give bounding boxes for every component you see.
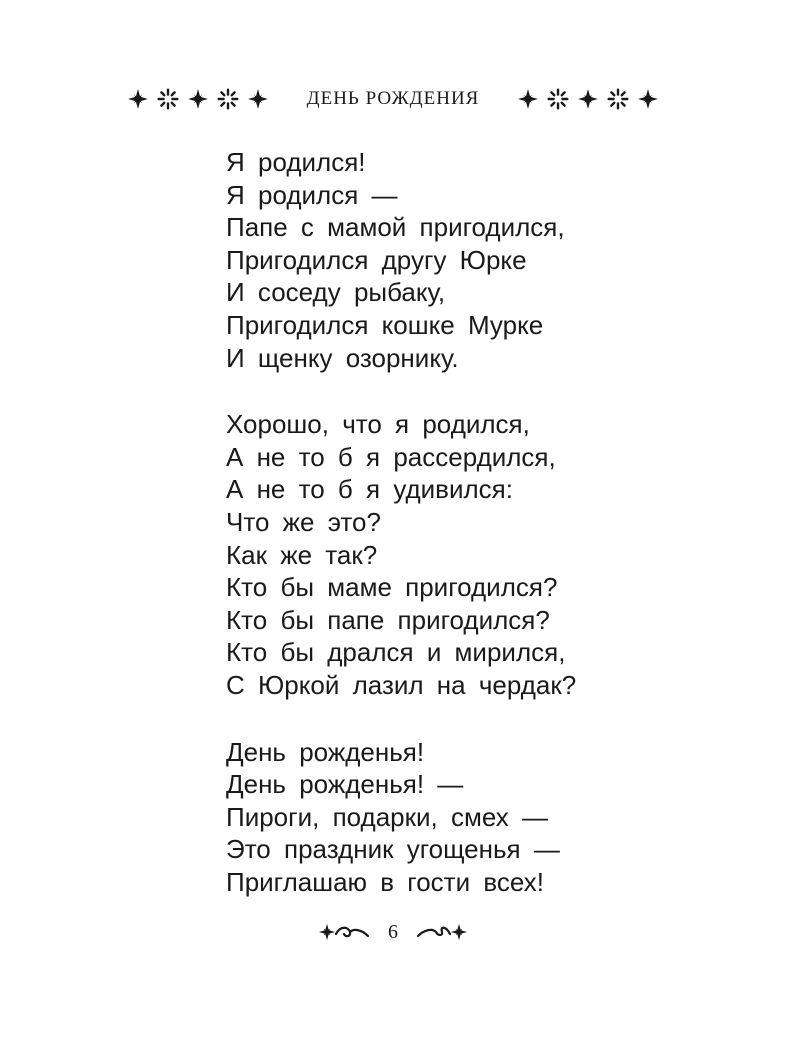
star-solid-icon — [127, 88, 149, 110]
poem-line: Пригодился другу Юрке — [226, 244, 527, 275]
header-ornament-left — [127, 88, 269, 110]
page-number: 6 — [388, 920, 398, 943]
star-solid-icon — [577, 88, 599, 110]
poem-line: Я родился — — [226, 179, 398, 210]
poem-line: Кто бы папе пригодился? — [226, 604, 550, 635]
page-header — [0, 82, 786, 116]
stanza-3 — [226, 736, 726, 899]
star-solid-icon — [247, 88, 269, 110]
stanza-1 — [226, 146, 726, 374]
poem-line: С Юркой лазил на чердак? — [226, 669, 577, 700]
star-solid-icon — [637, 88, 659, 110]
star-dotted-icon — [607, 88, 629, 110]
header-title: ДЕНЬ РОЖДЕНИЯ — [306, 88, 480, 109]
star-dotted-icon — [217, 88, 239, 110]
poem-line: Что же это? — [226, 506, 381, 537]
star-solid-icon — [187, 88, 209, 110]
star-dotted-icon — [157, 88, 179, 110]
poem-line: Кто бы дрался и мирился, — [226, 637, 566, 668]
poem-line: Кто бы маме пригодился? — [226, 572, 558, 603]
poem-line: Пригодился кошке Мурке — [226, 309, 544, 340]
poem-line: А не то б я рассердился, — [226, 441, 556, 472]
poem-line: Я родился! — [226, 147, 366, 177]
poem-line: И щенку озорнику. — [226, 342, 459, 373]
poem-body — [226, 146, 726, 898]
header-ornament-right — [517, 88, 659, 110]
poem-line: И соседу рыбаку, — [226, 277, 446, 308]
stanza-2 — [226, 408, 726, 701]
poem-line: Как же так? — [226, 539, 378, 570]
flourish-left-icon — [318, 920, 370, 944]
page-footer — [0, 916, 786, 948]
poem-line: А не то б я удивился: — [226, 474, 513, 505]
poem-line: Это праздник угощенья — — [226, 834, 560, 865]
poem-line: День рожденья! — [226, 736, 425, 767]
star-dotted-icon — [547, 88, 569, 110]
star-solid-icon — [517, 88, 539, 110]
poem-line: Пироги, подарки, смех — — [226, 801, 548, 832]
flourish-right-icon — [416, 920, 468, 944]
poem-line: Приглашаю в гости всех! — [226, 866, 544, 897]
poem-line: День рожденья! — — [226, 769, 464, 800]
poem-line: Хорошо, что я родился, — [226, 409, 530, 440]
poem-line: Папе с мамой пригодился, — [226, 212, 565, 243]
